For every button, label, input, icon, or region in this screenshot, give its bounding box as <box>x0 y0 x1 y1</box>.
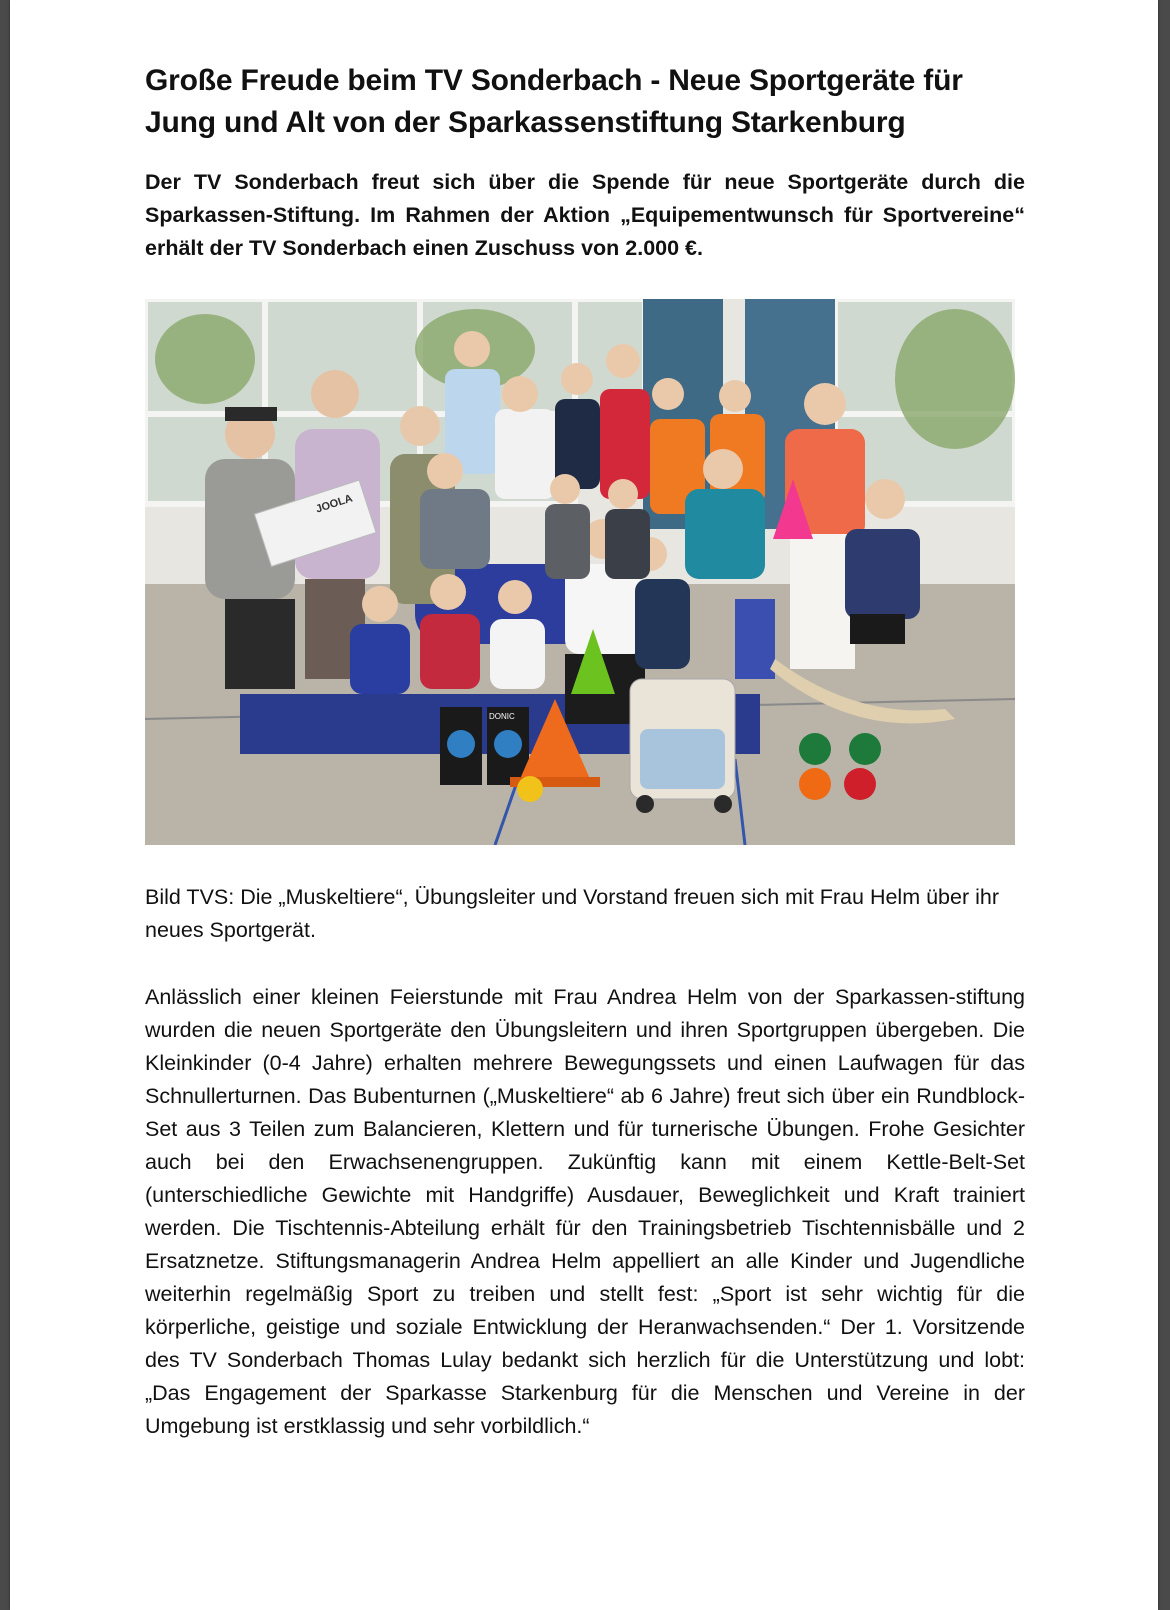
photo-baby-walker <box>630 679 735 813</box>
group-photo <box>145 299 1015 845</box>
photo-donic-text: DONIC <box>489 712 515 721</box>
article-title: Große Freude beim TV Sonderbach - Neue Sportgeräte für Jung und Alt von der Sparkassenstiftung Starkenburg <box>145 64 963 139</box>
article-body: Anlässlich einer kleinen Feierstunde mit Frau Andrea Helm von der Sparkassen-stiftung wurden die neuen Sportgeräte den Übungsleitern und ihren Sportgruppen übergeben. Die Kleinkinder (0-4 Jahre) erhalten mehrere Bewegungssets und einen Laufwagen für das Schnullerturnen. Das Bubenturnen („Muskeltiere“ ab 6 Jahre) freut sich über ein Rundblock-Set aus 3 Teilen zum Balancieren, Klettern und für turnerische Übungen. Frohe Gesichter auch bei den Erwachsenengruppen. Zukünftig kann mit einem Kettle-Belt-Set (unterschiedliche Gewichte mit Handgriffe) Ausdauer, Beweglichkeit und Kraft trainiert werden. Die Tischtennis-Abteilung erhält für den Trainingsbetrieb Tischtennisbälle und 2 Ersatznetze. Stiftungsmanagerin Andrea Helm appelliert an alle Kinder und Jugendliche weiterhin regelmäßig Sport zu treiben und stellt fest: „Sport ist sehr wichtig für die körperliche, geistige und soziale Entwicklung der Heranwachsenden.“ Der 1. Vorsitzende des TV Sonderbach Thomas Lulay bedankt sich herzlich für die Unterstützung und lobt: „Das Engagement der Sparkasse Starkenburg für die Menschen und Vereine in der Umgebung ist erstklassig und sehr vorbildlich.“ <box>145 985 1025 1438</box>
article <box>145 60 1025 1443</box>
document-page <box>10 0 1158 1610</box>
article-lead: Der TV Sonderbach freut sich über die Spende für neue Sportgeräte durch die Sparkassen-Stiftung. Im Rahmen der Aktion „Equipementwunsch für Sportvereine“ erhält der TV Sonderbach einen Zuschuss von 2.000 €. <box>145 170 1025 260</box>
photo-joola-text: JOOLA <box>314 492 355 516</box>
photo-caption: Bild TVS: Die „Muskeltiere“, Übungsleiter und Vorstand freuen sich mit Frau Helm über ihr neues Sportgerät. <box>145 885 999 942</box>
group-photo-illustration <box>145 299 1015 845</box>
